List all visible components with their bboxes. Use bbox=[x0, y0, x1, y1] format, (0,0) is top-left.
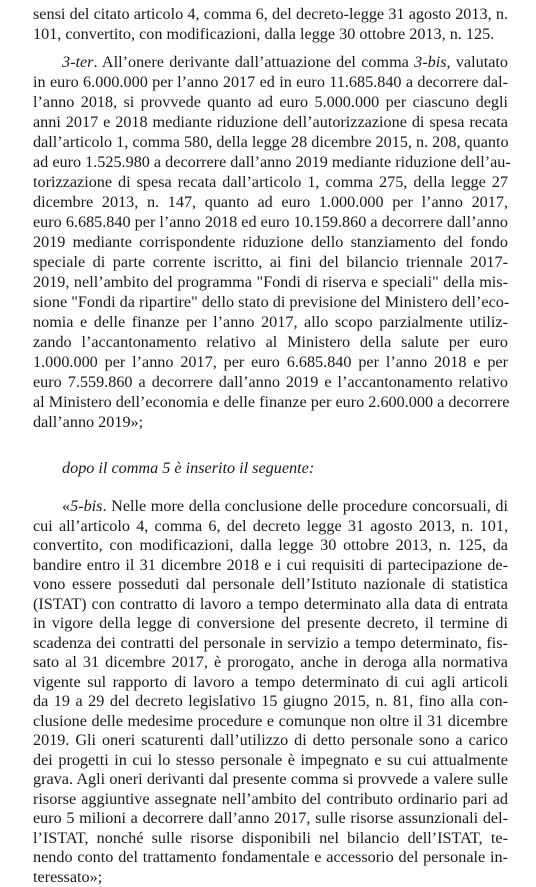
p2-line-7: torizzazione di spesa recata dall’articolo 1, comma 275, della legge 27 bbox=[33, 173, 508, 191]
p2-line-17: euro 7.559.860 a decorrere dall’anno 2019 e l’accantonamento relativo bbox=[33, 373, 508, 391]
p2-line-5: dall’articolo 1, comma 580, della legge 28 dicembre 2015, n. 208, quanto bbox=[33, 133, 509, 151]
p2-line-3: l’anno 2018, si provvede quanto ad euro 5.000.000 per ciascuno degli bbox=[33, 93, 508, 111]
p4-line-20: teressato»; bbox=[33, 868, 103, 886]
p2-line-6: ad euro 1.525.980 a decorrere dall’anno 2019 mediante riduzione dell’au- bbox=[33, 153, 511, 171]
p2-line-14: nomia e delle finanze per l’anno 2017, allo scopo parzialmente utiliz- bbox=[33, 313, 508, 331]
p2-line-10: 2019 mediante corrispondente riduzione dello stanziamento del fondo bbox=[33, 233, 508, 251]
p4-line-5: vono essere posseduti dal personale dell’Istituto nazionale di statistica bbox=[33, 575, 508, 594]
p2-line-1: 3-ter. All’onere derivante dall’attuazione del comma 3-bis, valutato bbox=[62, 53, 508, 71]
p4-line-9: sato al 31 dicembre 2017, è prorogato, anche in deroga alla normativa bbox=[33, 653, 508, 672]
p4-line-1: «5-bis. Nelle more della conclusione delle procedure concorsuali, di bbox=[62, 497, 508, 515]
p2-line-9: euro 6.685.840 per l’anno 2018 ed euro 10.159.860 a decorrere dall’anno bbox=[33, 213, 508, 231]
p2-line-8: dicembre 2013, n. 147, quanto ad euro 1.000.000 per l’anno 2017, bbox=[33, 193, 508, 211]
p4-line-4: bandire entro il 31 dicembre 2018 e i cui requisiti di partecipazione de- bbox=[33, 555, 508, 574]
p2-line-15: zando l’accantonamento relativo al Ministero della salute per euro bbox=[33, 333, 508, 351]
p2-line-11: speciale di parte corrente iscritto, ai fini del bilancio triennale 2017- bbox=[33, 253, 508, 271]
p1-line-2: 101, convertito, con modificazioni, dalla legge 30 ottobre 2013, n. 125. bbox=[33, 25, 495, 43]
p4-line-11: da 19 a 29 del decreto legislativo 15 giugno 2015, n. 81, fino alla con- bbox=[33, 692, 508, 711]
p2-line-18: al Ministero dell’economia e delle finanze per euro 2.600.000 a decorrere bbox=[33, 393, 510, 411]
p4-line-13: 2019. Gli oneri scaturenti dall’utilizzo di detto personale sono a carico bbox=[33, 731, 508, 750]
p4-line-16: risorse aggiuntive assegnate nell’ambito del contributo ordinario pari ad bbox=[33, 789, 508, 808]
p2-line-19: dall’anno 2019»; bbox=[33, 413, 144, 431]
p4-line-6: (ISTAT) con contratto di lavoro a tempo determinato alla data di entrata bbox=[33, 594, 508, 613]
p4-line-17: euro 5 milioni a decorrere dall’anno 2017, sulle risorse assunzionali del- bbox=[33, 809, 508, 828]
p2-line-12: 2019, nell’ambito del programma "Fondi di riserva e speciali" della mis- bbox=[33, 273, 508, 291]
p4-line-19: nendo conto del trattamento fondamentale e accessorio del personale in- bbox=[33, 848, 508, 867]
p4-line-15: grava. Agli oneri derivanti dal presente comma si provvede a valere sulle bbox=[33, 770, 508, 789]
p4-line-2: cui all’articolo 4, comma 6, del decreto legge 31 agosto 2013, n. 101, bbox=[33, 516, 508, 535]
p4-line-18: l’ISTAT, nonché sulle risorse disponibili nel bilancio dell’ISTAT, te- bbox=[33, 828, 508, 847]
p4-line-3: convertito, con modificazioni, dalla legge 30 ottobre 2013, n. 125, da bbox=[33, 536, 508, 555]
p2-line-13: sione "Fondi da ripartire" dello stato di previsione del Ministero dell’eco- bbox=[33, 293, 510, 311]
p2-line-2: in euro 6.000.000 per l’anno 2017 ed in euro 11.685.840 a decorrere dal- bbox=[33, 73, 508, 91]
p2-line-4: anni 2017 e 2018 mediante riduzione dell’autorizzazione di spesa recata bbox=[33, 113, 508, 131]
p4-line-8: scadenza dei contratti del personale in servizio a tempo determinato, fis- bbox=[33, 633, 508, 652]
p3-line-1: dopo il comma 5 è inserito il seguente: bbox=[62, 459, 315, 477]
p1-line-1: sensi del citato articolo 4, comma 6, del decreto-legge 31 agosto 2013, n. bbox=[33, 5, 508, 23]
p4-line-10: vigente sul rapporto di lavoro a tempo determinato di cui agli articoli bbox=[33, 672, 508, 691]
p2-line-16: 1.000.000 per l’anno 2017, per euro 6.685.840 per l’anno 2018 e per bbox=[33, 353, 508, 371]
p4-line-12: clusione delle medesime procedure e comunque non oltre il 31 dicembre bbox=[33, 711, 508, 730]
p4-line-14: dei progetti in cui lo stesso personale è impegnato e su cui attualmente bbox=[33, 750, 508, 769]
p4-line-7: in vigore della legge di conversione del presente decreto, il termine di bbox=[33, 614, 508, 633]
